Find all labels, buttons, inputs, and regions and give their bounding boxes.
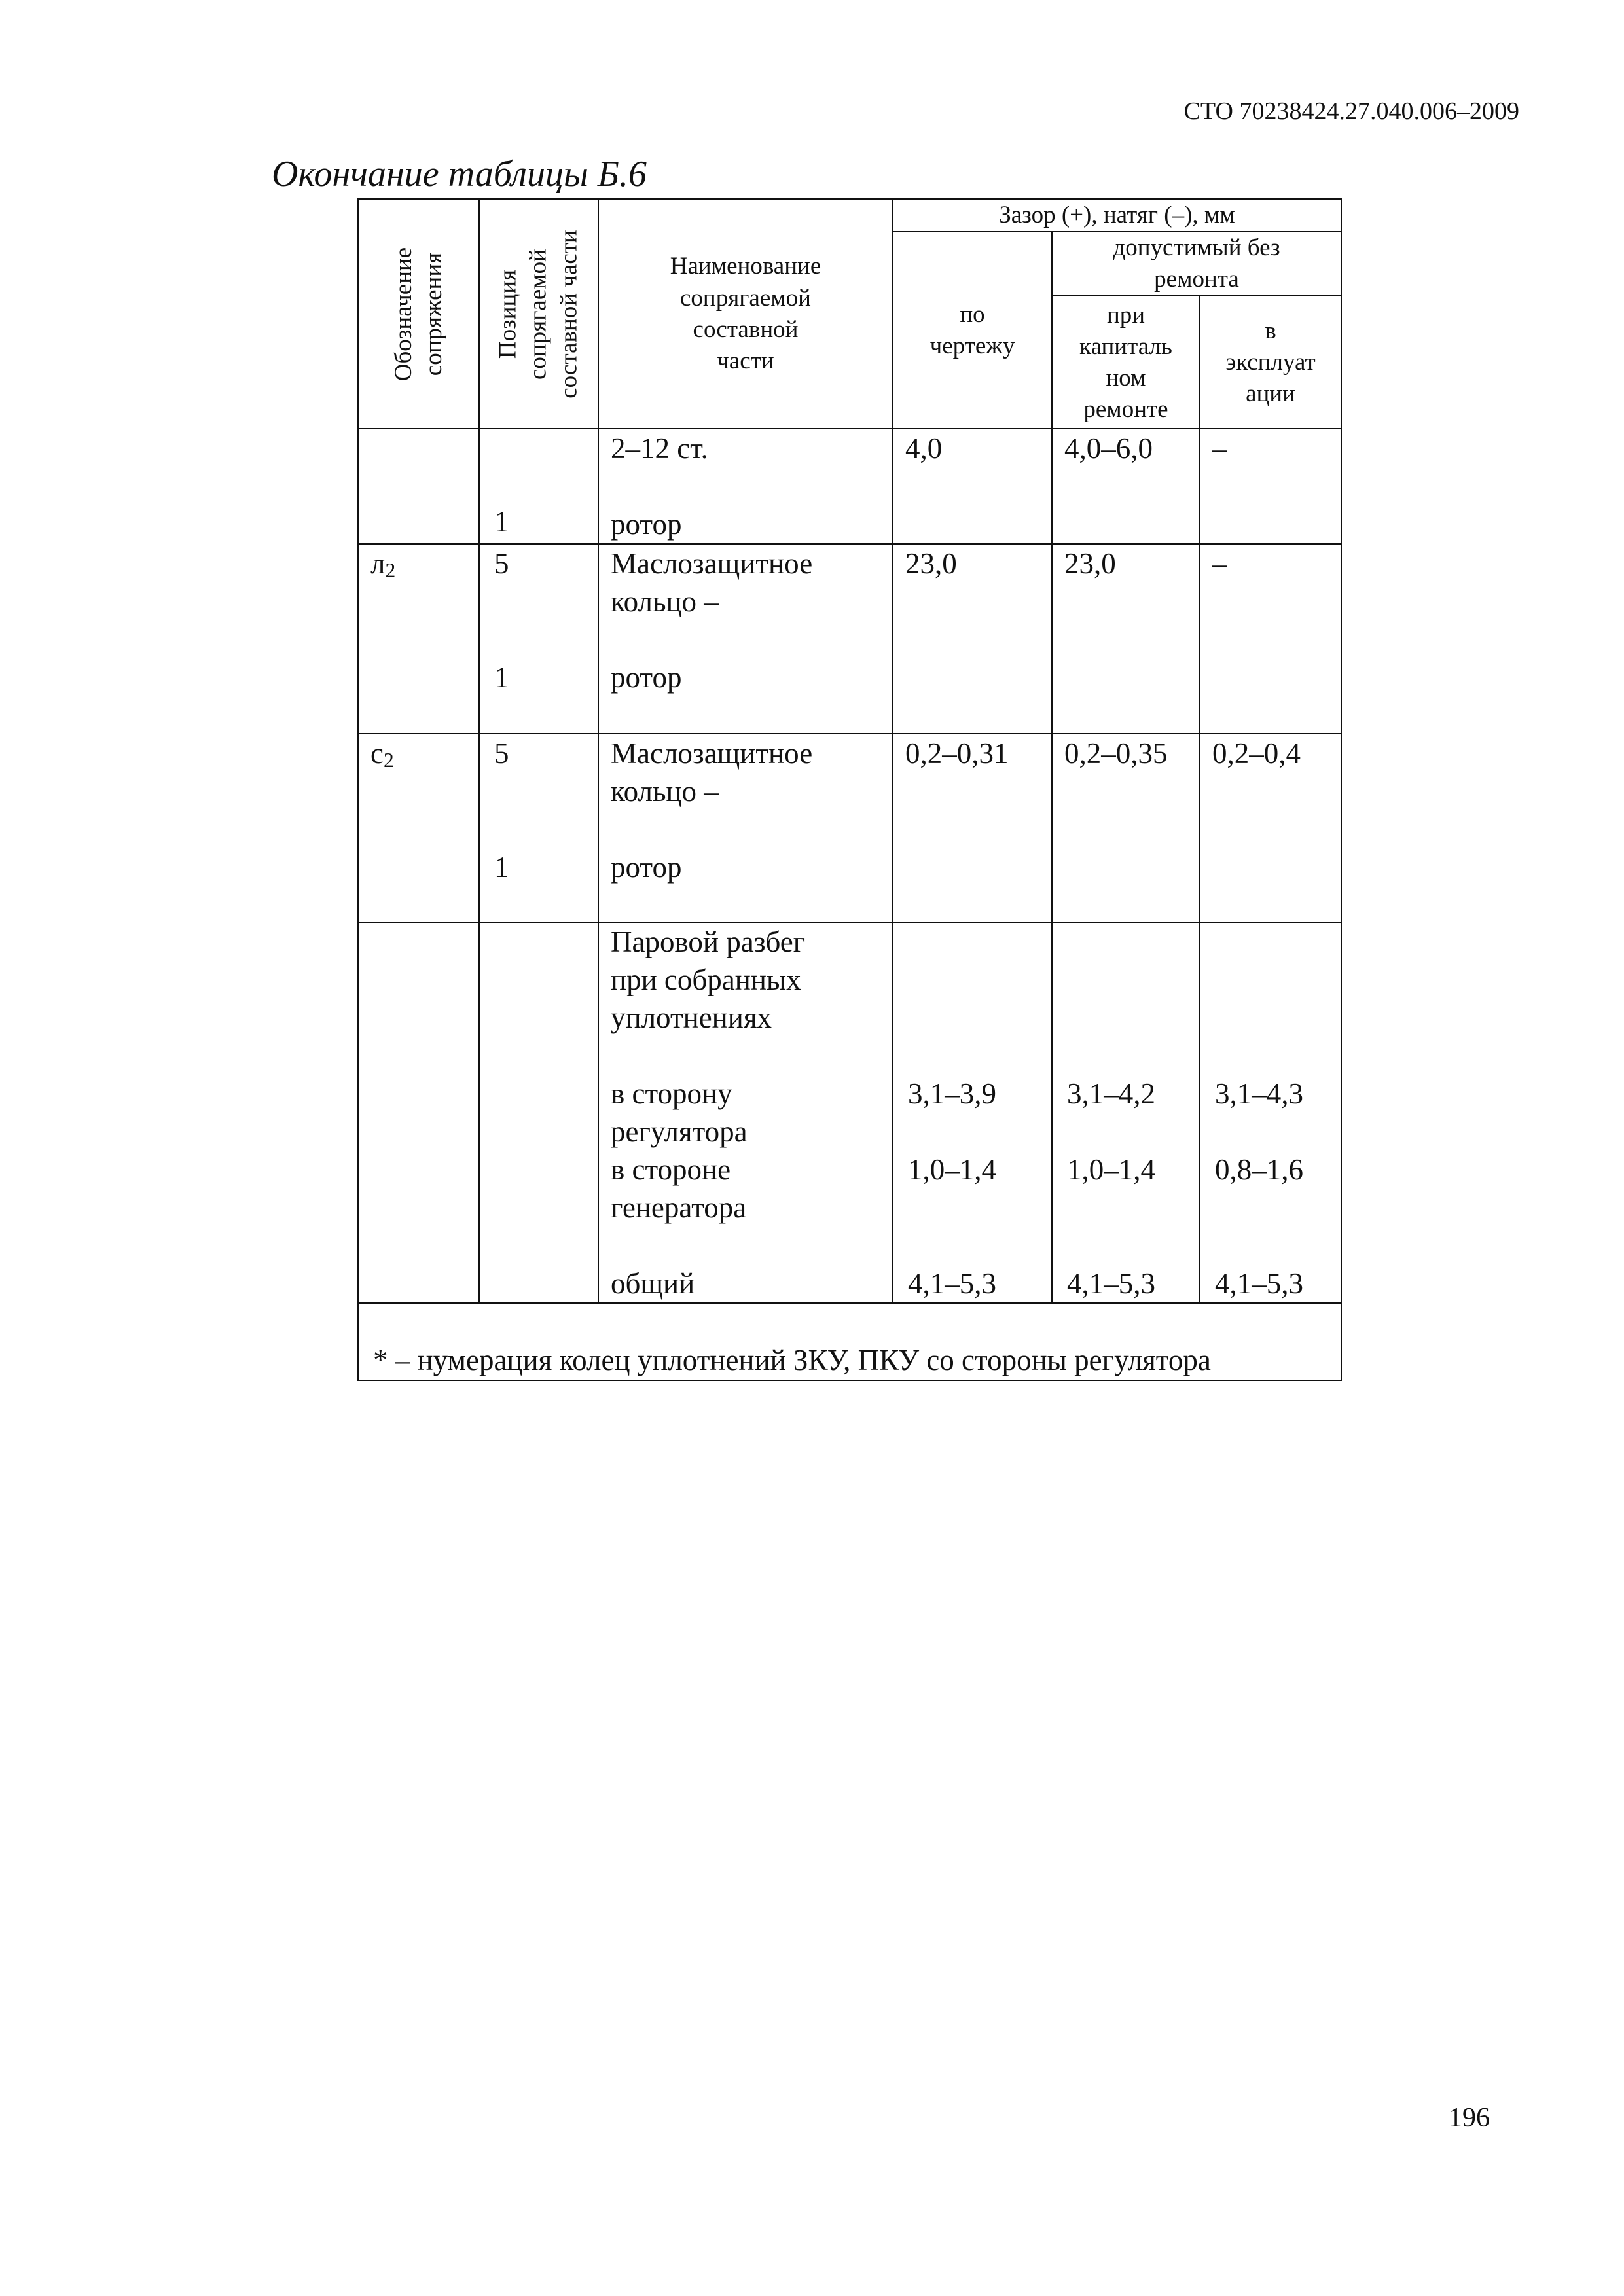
value: 3,1–3,9 <box>908 1077 996 1111</box>
position-value: 1 <box>494 505 509 539</box>
cell-capital <box>1052 734 1200 922</box>
cell-by-drawing <box>893 544 1052 734</box>
cell-designation <box>358 544 479 734</box>
value: 0,8–1,6 <box>1215 1153 1303 1187</box>
value: 23,0 <box>1064 547 1116 581</box>
value: – <box>1212 547 1227 581</box>
value: 1,0–1,4 <box>908 1153 996 1187</box>
header-by-drawing <box>893 232 1052 429</box>
cell-operation <box>1200 429 1341 544</box>
cell-operation <box>1200 922 1341 1303</box>
name-line: регулятора <box>611 1115 748 1149</box>
cell-designation <box>358 734 479 922</box>
position-value: 1 <box>494 661 509 694</box>
value: 4,1–5,3 <box>1067 1267 1155 1300</box>
header-capital-line: ном <box>1106 364 1146 391</box>
table-footnote-row <box>358 1303 1341 1380</box>
header-by-drawing-line: по <box>960 300 985 328</box>
cell-by-drawing <box>893 429 1052 544</box>
cell-position <box>479 544 598 734</box>
value: 4,0–6,0 <box>1064 432 1153 465</box>
header-designation-line: Обозначение <box>389 247 417 381</box>
position-value: 1 <box>494 851 509 884</box>
name-line: уплотнениях <box>611 1001 772 1035</box>
header-position-line: Позиция <box>494 269 522 359</box>
cell-position <box>479 429 598 544</box>
name-line: Маслозащитное <box>611 737 813 770</box>
designation-value: $с_2$ <box>370 737 394 772</box>
header-operation-line: эксплуат <box>1225 348 1316 376</box>
cell-position <box>479 734 598 922</box>
header-position-line: составной части <box>555 229 583 399</box>
header-name-line: Наименование <box>670 253 821 280</box>
cell-name <box>598 734 893 922</box>
header-capital-line: капиталь <box>1079 332 1172 360</box>
value: 0,2–0,31 <box>905 737 1009 770</box>
cell-capital <box>1052 429 1200 544</box>
header-capital-line: ремонте <box>1083 395 1168 423</box>
header-name <box>598 199 893 429</box>
position-value: 5 <box>494 547 509 581</box>
header-gap: Зазор (+), натяг (–), мм <box>893 199 1341 232</box>
name-line: общий <box>611 1267 695 1300</box>
table-row <box>358 544 1341 734</box>
cell-designation <box>358 922 479 1303</box>
name-line: 2–12 ст. <box>611 432 708 465</box>
name-line: Паровой разбег <box>611 925 806 959</box>
header-capital-line: при <box>1106 301 1146 329</box>
header-name-line: части <box>717 347 774 374</box>
value: 0,2–0,4 <box>1212 737 1301 770</box>
cell-name <box>598 922 893 1303</box>
cell-by-drawing <box>893 922 1052 1303</box>
position-value: 5 <box>494 737 509 770</box>
cell-by-drawing <box>893 734 1052 922</box>
page-number: 196 <box>1449 2103 1490 2133</box>
value: 4,1–5,3 <box>908 1267 996 1300</box>
spec-table <box>357 198 1342 1381</box>
designation-value: $л_2$ <box>370 547 396 583</box>
header-capital <box>1052 296 1200 429</box>
header-position-line: сопрягаемой <box>524 248 552 380</box>
header-operation <box>1200 296 1341 429</box>
document-code: СТО 70238424.27.040.006–2009 <box>1183 98 1519 125</box>
value: 1,0–1,4 <box>1067 1153 1155 1187</box>
name-line <box>599 1037 892 1075</box>
name-line: ротор <box>611 851 682 884</box>
header-designation-line: сопряжения <box>420 252 447 376</box>
cell-designation <box>358 429 479 544</box>
name-line: кольцо – <box>611 585 719 619</box>
table-row <box>358 429 1341 544</box>
header-name-line: сопрягаемой <box>680 284 811 312</box>
value: 4,0 <box>905 432 943 465</box>
name-line <box>599 467 892 505</box>
name-line: ротор <box>611 508 682 541</box>
header-operation-line: в <box>1265 317 1276 344</box>
cell-capital <box>1052 922 1200 1303</box>
value: 3,1–4,2 <box>1067 1077 1155 1111</box>
header-name-line: составной <box>693 315 799 343</box>
header-operation-line: ации <box>1246 380 1295 407</box>
name-line: в стороне <box>611 1153 731 1187</box>
cell-capital <box>1052 544 1200 734</box>
header-designation <box>358 199 479 429</box>
value: – <box>1212 432 1227 465</box>
name-line <box>599 1227 892 1265</box>
name-line: ротор <box>611 661 682 694</box>
table-row <box>358 734 1341 922</box>
value: 23,0 <box>905 547 957 581</box>
name-line: при собранных <box>611 963 801 997</box>
value: 3,1–4,3 <box>1215 1077 1303 1111</box>
table-caption: Окончание таблицы Б.6 <box>272 154 647 194</box>
name-line: кольцо – <box>611 775 719 808</box>
table-footnote: * – нумерация колец уплотнений ЗКУ, ПКУ со стороны регулятора <box>358 1303 1341 1380</box>
header-allowed-line: ремонта <box>1154 266 1239 293</box>
header-allowed-line: допустимый без <box>1113 234 1280 262</box>
cell-name <box>598 544 893 734</box>
value: 4,1–5,3 <box>1215 1267 1303 1300</box>
name-line: в сторону <box>611 1077 732 1111</box>
cell-operation <box>1200 544 1341 734</box>
table-row <box>358 922 1341 1303</box>
cell-name <box>598 429 893 544</box>
name-line <box>599 810 892 848</box>
cell-operation <box>1200 734 1341 922</box>
header-allowed <box>1052 232 1341 296</box>
header-by-drawing-line: чертежу <box>929 332 1015 359</box>
name-line <box>599 620 892 658</box>
name-line: Маслозащитное <box>611 547 813 581</box>
name-line: генератора <box>611 1191 747 1225</box>
header-position <box>479 199 598 429</box>
cell-position <box>479 922 598 1303</box>
value: 0,2–0,35 <box>1064 737 1168 770</box>
